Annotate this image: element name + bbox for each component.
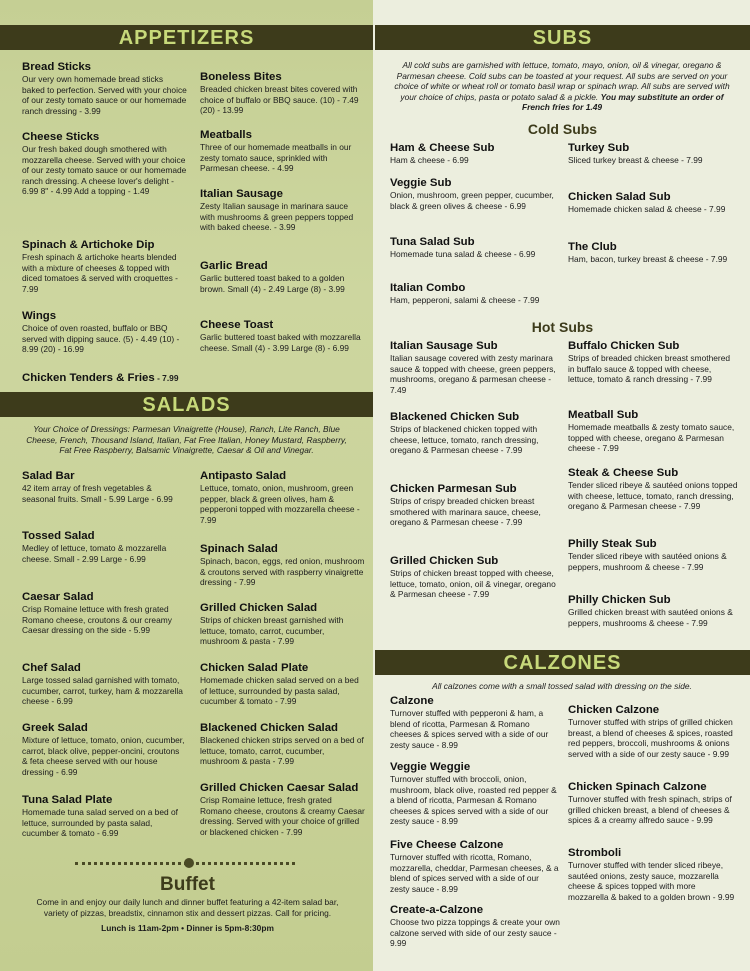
item-name: Philly Steak Sub xyxy=(568,538,657,550)
item-desc: Homemade chicken salad served on a bed of lettuce, surrounded by pasta salad, cucumber & tomato - 7.99 xyxy=(200,675,359,707)
menu-item xyxy=(200,661,365,707)
menu-item xyxy=(200,721,365,767)
item-desc: 42 item array of fresh vegetables & seasonal fruits. Small - 5.99 Large - 6.99 xyxy=(22,483,173,504)
item-desc: Turnover stuffed with pepperoni & ham, a blend of ricotta, Parmesan & Romano cheeses & spices served with a side of our zesty sauce - 8.99 xyxy=(390,708,549,750)
item-desc: Strips of breaded chicken breast smothered in buffalo sauce & topped with cheese, lettuce, tomato & ranch dressing - 7.99 xyxy=(568,353,731,385)
menu-item xyxy=(390,554,560,600)
item-name: Grilled Chicken Salad xyxy=(200,602,318,614)
menu-item xyxy=(568,190,738,215)
menu-item xyxy=(22,590,187,636)
menu-item xyxy=(200,187,365,233)
menu-item xyxy=(568,537,738,572)
item-desc: Strips of chicken breast topped with cheese, lettuce, tomato, onion, oil & vinegar, oregano & Parmesan cheese - 7.99 xyxy=(390,568,556,600)
menu-item xyxy=(390,482,560,528)
menu-item xyxy=(390,903,560,949)
calzones-header: CALZONES xyxy=(375,650,750,675)
item-desc: Homemade chicken salad & cheese - 7.99 xyxy=(568,204,726,214)
menu-item xyxy=(22,309,187,355)
item-desc: Onion, mushroom, green pepper, cucumber, black & green olives & cheese - 6.99 xyxy=(390,190,554,211)
item-desc: Sliced turkey breast & cheese - 7.99 xyxy=(568,155,703,165)
menu-item xyxy=(568,141,738,166)
menu-item xyxy=(22,130,187,197)
menu-item xyxy=(200,601,365,647)
menu-item xyxy=(568,593,738,628)
item-name: Philly Chicken Sub xyxy=(568,594,671,606)
item-desc: Grilled chicken breast with sautéed onions & peppers, mushrooms & cheese - 7.99 xyxy=(568,607,733,628)
item-desc: Homemade tuna salad served on a bed of lettuce, surrounded by pasta salad, cucumber & tomato - 6.99 xyxy=(22,807,178,839)
item-name: Ham & Cheese Sub xyxy=(390,142,495,154)
item-name: Spinach Salad xyxy=(200,543,278,555)
menu-item xyxy=(390,760,560,827)
menu-item xyxy=(200,318,365,353)
item-name: Italian Sausage xyxy=(200,188,283,200)
item-name: Blackened Chicken Salad xyxy=(200,722,339,734)
item-name: Salad Bar xyxy=(22,470,75,482)
item-name: Wings xyxy=(22,310,57,322)
menu-item xyxy=(22,661,187,707)
item-desc: Crisp Romaine lettuce, fresh grated Romano cheese, croutons & creamy Caesar dressing. Served with your choice of grilled or blackened chicken - 7.99 xyxy=(200,795,365,837)
item-name: The Club xyxy=(568,241,617,253)
menu-item xyxy=(568,408,738,454)
item-name: Italian Sausage Sub xyxy=(390,340,498,352)
item-name: Cheese Toast xyxy=(200,319,274,331)
item-desc: Turnover stuffed with tender sliced ribeye, sautéed onions, zesty sauce, mozzarella cheese & spices topped with more mozzarella & baked to a golden brown - 9.99 xyxy=(568,860,735,902)
item-desc: Ham & cheese - 6.99 xyxy=(390,155,469,165)
item-desc: Crisp Romaine lettuce with fresh grated Romano cheese, croutons & our creamy Caesar dressing on the side - 5.99 xyxy=(22,604,172,636)
item-desc: Ham, bacon, turkey breast & cheese - 7.99 xyxy=(568,254,728,264)
item-name: Bread Sticks xyxy=(22,61,92,73)
item-name: Chicken Spinach Calzone xyxy=(568,781,707,793)
item-desc: Strips of crispy breaded chicken breast smothered with marinara sauce, cheese, oregano & Parmesan cheese - 7.99 xyxy=(390,496,541,528)
item-name: Spinach & Artichoke Dip xyxy=(22,239,155,251)
item-name: Boneless Bites xyxy=(200,71,282,83)
item-desc: Our very own homemade bread sticks baked to perfection. Served with your choice of our zesty tomato sauce or our homemade ranch dressing - 3.99 xyxy=(22,74,187,116)
item-name: Calzone xyxy=(390,695,434,707)
item-name: Veggie Sub xyxy=(390,177,452,189)
item-desc: Blackened chicken strips served on a bed of lettuce, tomato, carrot, cucumber, mushroom & pasta - 7.99 xyxy=(200,735,364,767)
item-desc: Homemade meatballs & zesty tomato sauce, topped with cheese, oregano & Parmesan cheese - 7.99 xyxy=(568,422,735,454)
menu-item xyxy=(22,238,187,294)
menu-item xyxy=(390,694,560,750)
menu-item xyxy=(200,259,365,294)
menu-item xyxy=(200,781,365,837)
item-desc: Italian sausage covered with zesty marinara sauce & topped with cheese, green peppers, mushrooms, oregano & parmesan cheese - 7.49 xyxy=(390,353,556,395)
item-desc: Breaded chicken breast bites covered with choice of buffalo or BBQ sauce. (10) - 7.49 (20) - 13.99 xyxy=(200,84,359,116)
item-desc: Strips of chicken breast garnished with lettuce, tomato, carrot, cucumber, mushroom & pasta - 7.99 xyxy=(200,615,344,647)
item-desc: Turnover stuffed with broccoli, onion, mushroom, black olive, roasted red pepper & a blend of ricotta, Parmesan & Romano cheeses & spices served with a side of our zesty sauce - 8.99 xyxy=(390,774,557,827)
item-name: Veggie Weggie xyxy=(390,761,471,773)
item-name: Grilled Chicken Sub xyxy=(390,555,499,567)
item-name: Tuna Salad Sub xyxy=(390,236,475,248)
item-name: Italian Combo xyxy=(390,282,466,294)
menu-item xyxy=(22,469,187,504)
menu-item xyxy=(568,846,738,902)
item-name: Garlic Bread xyxy=(200,260,268,272)
item-name: Steak & Cheese Sub xyxy=(568,467,679,479)
item-desc: Garlic buttered toast baked to a golden brown. Small (4) - 2.49 Large (8) - 3.99 xyxy=(200,273,345,294)
subs-intro-bold: You may substitute an order of French fries for 1.49 xyxy=(521,91,724,113)
calzones-intro: All calzones come with a small tossed salad with dressing on the side. xyxy=(432,681,692,691)
item-desc: Our fresh baked dough smothered with mozzarella cheese. Served with your choice of our zesty tomato sauce or our homemade ranch dressing. A cheese lover's delight - 6.99 8" - 4.99 Add a topping - 1.49 xyxy=(22,144,187,197)
buffet-title: Buffet xyxy=(160,874,215,895)
item-desc: Three of our homemade meatballs in our zesty tomato sauce, sprinkled with Parmesan cheese. - 4.99 xyxy=(200,142,352,174)
subs-intro-text: All cold subs are garnished with lettuce, tomato, mayo, onion, oil & vinegar, oregano & Parmesan cheese. Cold subs can be toasted at your request. All subs are served on your choice of white or wheat roll or tomato basil wrap or spinach wrap. All subs are served with your choice of chips, pasta or potato salad & a pickle. xyxy=(394,60,730,102)
dressings-intro: Your Choice of Dressings: Parmesan Vinaigrette (House), Ranch, Lite Ranch, Blue Cheese, French, Thousand Island, Italian, Fat Free Italian, Honey Mustard, Raspberry, Fat Free Raspberry, Balsamic Vinaigrette, Caesar & Oil and Vinegar. xyxy=(26,424,347,456)
item-desc: Lettuce, tomato, onion, mushroom, green pepper, black & green olives, ham & pepperoni topped with mozzarella cheese - 7.99 xyxy=(200,483,360,525)
item-name: Caesar Salad xyxy=(22,591,94,603)
item-desc: Choice of oven roasted, buffalo or BBQ served with dipping sauce. (5) - 4.49 (10) - 8.99 (20) - 16.99 xyxy=(22,323,180,355)
item-name: Buffalo Chicken Sub xyxy=(568,340,680,352)
menu-item xyxy=(22,529,187,564)
subs-intro xyxy=(388,60,736,113)
item-name: Five Cheese Calzone xyxy=(390,839,504,851)
buffet-hours: Lunch is 11am-2pm • Dinner is 5pm-8:30pm xyxy=(101,923,274,934)
salads-header: SALADS xyxy=(0,392,373,417)
menu-item xyxy=(390,339,560,395)
item-name: Create-a-Calzone xyxy=(390,904,484,916)
item-name: Chicken Parmesan Sub xyxy=(390,483,517,495)
item-desc: Spinach, bacon, eggs, red onion, mushroom & croutons served with raspberry vinaigrette dressing - 7.99 xyxy=(200,556,365,588)
item-name: Chicken Tenders & Fries xyxy=(22,372,155,384)
hot-subs-title: Hot Subs xyxy=(531,319,594,335)
menu-item xyxy=(200,70,365,116)
menu-item xyxy=(568,780,738,826)
menu-item xyxy=(390,410,560,456)
item-name: Chef Salad xyxy=(22,662,81,674)
item-name: Blackened Chicken Sub xyxy=(390,411,520,423)
cold-subs-title: Cold Subs xyxy=(527,121,598,137)
item-name: Turkey Sub xyxy=(568,142,630,154)
item-desc: Tender sliced ribeye with sautéed onions & peppers, mushroom & cheese - 7.99 xyxy=(568,551,727,572)
menu-item xyxy=(390,235,560,260)
item-name: Grilled Chicken Caesar Salad xyxy=(200,782,359,794)
item-desc: Tender sliced ribeye & sautéed onions topped with cheese, lettuce, tomato, ranch dressing, oregano & Parmesan cheese - 7.99 xyxy=(568,480,738,512)
menu-item xyxy=(22,793,187,839)
item-desc: Ham, pepperoni, salami & cheese - 7.99 xyxy=(390,295,540,305)
menu-item xyxy=(200,469,365,525)
item-desc: - 7.99 xyxy=(157,373,179,383)
item-name: Tossed Salad xyxy=(22,530,95,542)
menu-item xyxy=(200,128,365,174)
menu-item xyxy=(200,542,365,588)
menu-item xyxy=(390,281,560,306)
item-desc: Turnover stuffed with strips of grilled chicken breast, a blend of cheeses & spices, roasted red peppers, broccoli, mushrooms & onions served with a side of our zesty sauce - 9.99 xyxy=(568,717,733,759)
item-name: Cheese Sticks xyxy=(22,131,100,143)
menu-item xyxy=(22,60,187,116)
item-desc: Zesty Italian sausage in marinara sauce with mushrooms & green peppers topped with baked cheese. - 3.99 xyxy=(200,201,354,233)
item-desc: Strips of blackened chicken topped with cheese, lettuce, tomato, ranch dressing, oregano & Parmesan cheese - 7.99 xyxy=(390,424,539,456)
subs-header: SUBS xyxy=(375,25,750,50)
item-desc: Turnover stuffed with ricotta, Romano, mozzarella, cheddar, Parmesan cheeses, & a blend of spices served with a side of our zesty sauce - 8.99 xyxy=(390,852,559,894)
menu-item xyxy=(390,141,560,166)
divider-dot xyxy=(184,858,194,868)
buffet-section xyxy=(30,874,345,933)
item-desc: Turnover stuffed with fresh spinach, strips of grilled chicken breast, a blend of cheeses & spices & a creamy alfredo sauce - 9.99 xyxy=(568,794,732,826)
item-desc: Mixture of lettuce, tomato, onion, cucumber, carrot, black olive, pepper-oncini, croutons & feta cheese served with our house dressing - 6.99 xyxy=(22,735,185,777)
item-name: Chicken Salad Plate xyxy=(200,662,309,674)
item-desc: Large tossed salad garnished with tomato, cucumber, carrot, turkey, ham & mozzarella cheese - 6.99 xyxy=(22,675,183,707)
menu-item xyxy=(568,466,738,512)
item-name: Meatballs xyxy=(200,129,252,141)
item-name: Meatball Sub xyxy=(568,409,639,421)
menu-item xyxy=(568,240,738,265)
item-desc: Choose two pizza toppings & create your own calzone served with side of our zesty sauce - 9.99 xyxy=(390,917,560,949)
item-desc: Medley of lettuce, tomato & mozzarella cheese. Small - 2.99 Large - 6.99 xyxy=(22,543,167,564)
menu-item xyxy=(568,339,738,385)
item-desc: Fresh spinach & artichoke hearts blended with a mixture of cheeses & topped with diced tomatoes & served with croquettes - 7.99 xyxy=(22,252,178,294)
menu-item xyxy=(390,838,560,894)
item-name: Greek Salad xyxy=(22,722,88,734)
menu-item xyxy=(390,176,560,211)
item-name: Stromboli xyxy=(568,847,622,859)
item-name: Chicken Calzone xyxy=(568,704,660,716)
menu-item xyxy=(22,721,187,777)
item-name: Tuna Salad Plate xyxy=(22,794,113,806)
buffet-desc: Come in and enjoy our daily lunch and dinner buffet featuring a 42-item salad bar, variety of pizzas, breadstix, cinnamon stix and dessert pizzas. Call for pricing. xyxy=(36,897,339,918)
item-name: Chicken Salad Sub xyxy=(568,191,671,203)
appetizers-header: APPETIZERS xyxy=(0,25,373,50)
item-desc: Garlic buttered toast baked with mozzarella cheese. Small (4) - 3.99 Large (8) - 6.99 xyxy=(200,332,361,353)
item-desc: Homemade tuna salad & cheese - 6.99 xyxy=(390,249,536,259)
menu-item xyxy=(22,371,192,385)
item-name: Antipasto Salad xyxy=(200,470,287,482)
menu-item xyxy=(568,703,738,759)
